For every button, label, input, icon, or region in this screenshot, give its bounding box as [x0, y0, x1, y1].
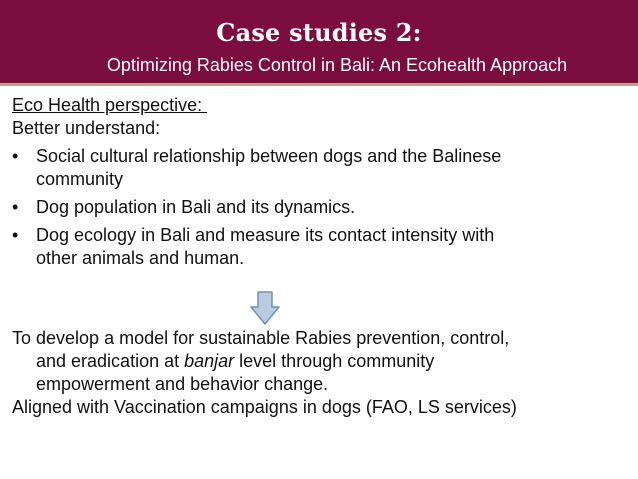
- aligned-text: Aligned with Vaccination campaigns in dogs (FAO, LS services): [12, 397, 517, 417]
- perspective-heading: Eco Health perspective:: [12, 95, 208, 115]
- goal-text: empowerment and behavior change.: [36, 374, 329, 394]
- bullet-item: [12, 145, 628, 191]
- bullet-symbol: •: [12, 225, 19, 245]
- slide-subtitle: Optimizing Rabies Control in Bali: An Ecohealth Approach: [106, 55, 568, 75]
- banjar-term: banjar: [184, 351, 235, 371]
- goal-section: [12, 327, 628, 419]
- bullet-text: Dog population in Bali and its dynamics.: [36, 197, 356, 217]
- intro-text: Better understand:: [12, 118, 161, 138]
- bullet-symbol: •: [12, 146, 19, 166]
- bullet-item: [12, 224, 628, 270]
- bullet-symbol: •: [12, 197, 19, 217]
- bullet-text: Dog ecology in Bali and measure its contact intensity with: [36, 225, 495, 245]
- slide-header: [0, 0, 638, 86]
- goal-text: and eradication at banjar level through community: [36, 351, 435, 371]
- slide-title: Case studies 2:: [216, 18, 422, 47]
- bullet-item: [12, 196, 628, 219]
- bullet-text: other animals and human.: [36, 248, 245, 268]
- down-arrow-icon: [250, 291, 280, 325]
- goal-text: To develop a model for sustainable Rabies prevention, control,: [12, 328, 510, 348]
- slide-body: [12, 94, 628, 270]
- bullet-text: Social cultural relationship between dogs and the Balinese: [36, 146, 502, 166]
- bullet-text: community: [36, 169, 124, 189]
